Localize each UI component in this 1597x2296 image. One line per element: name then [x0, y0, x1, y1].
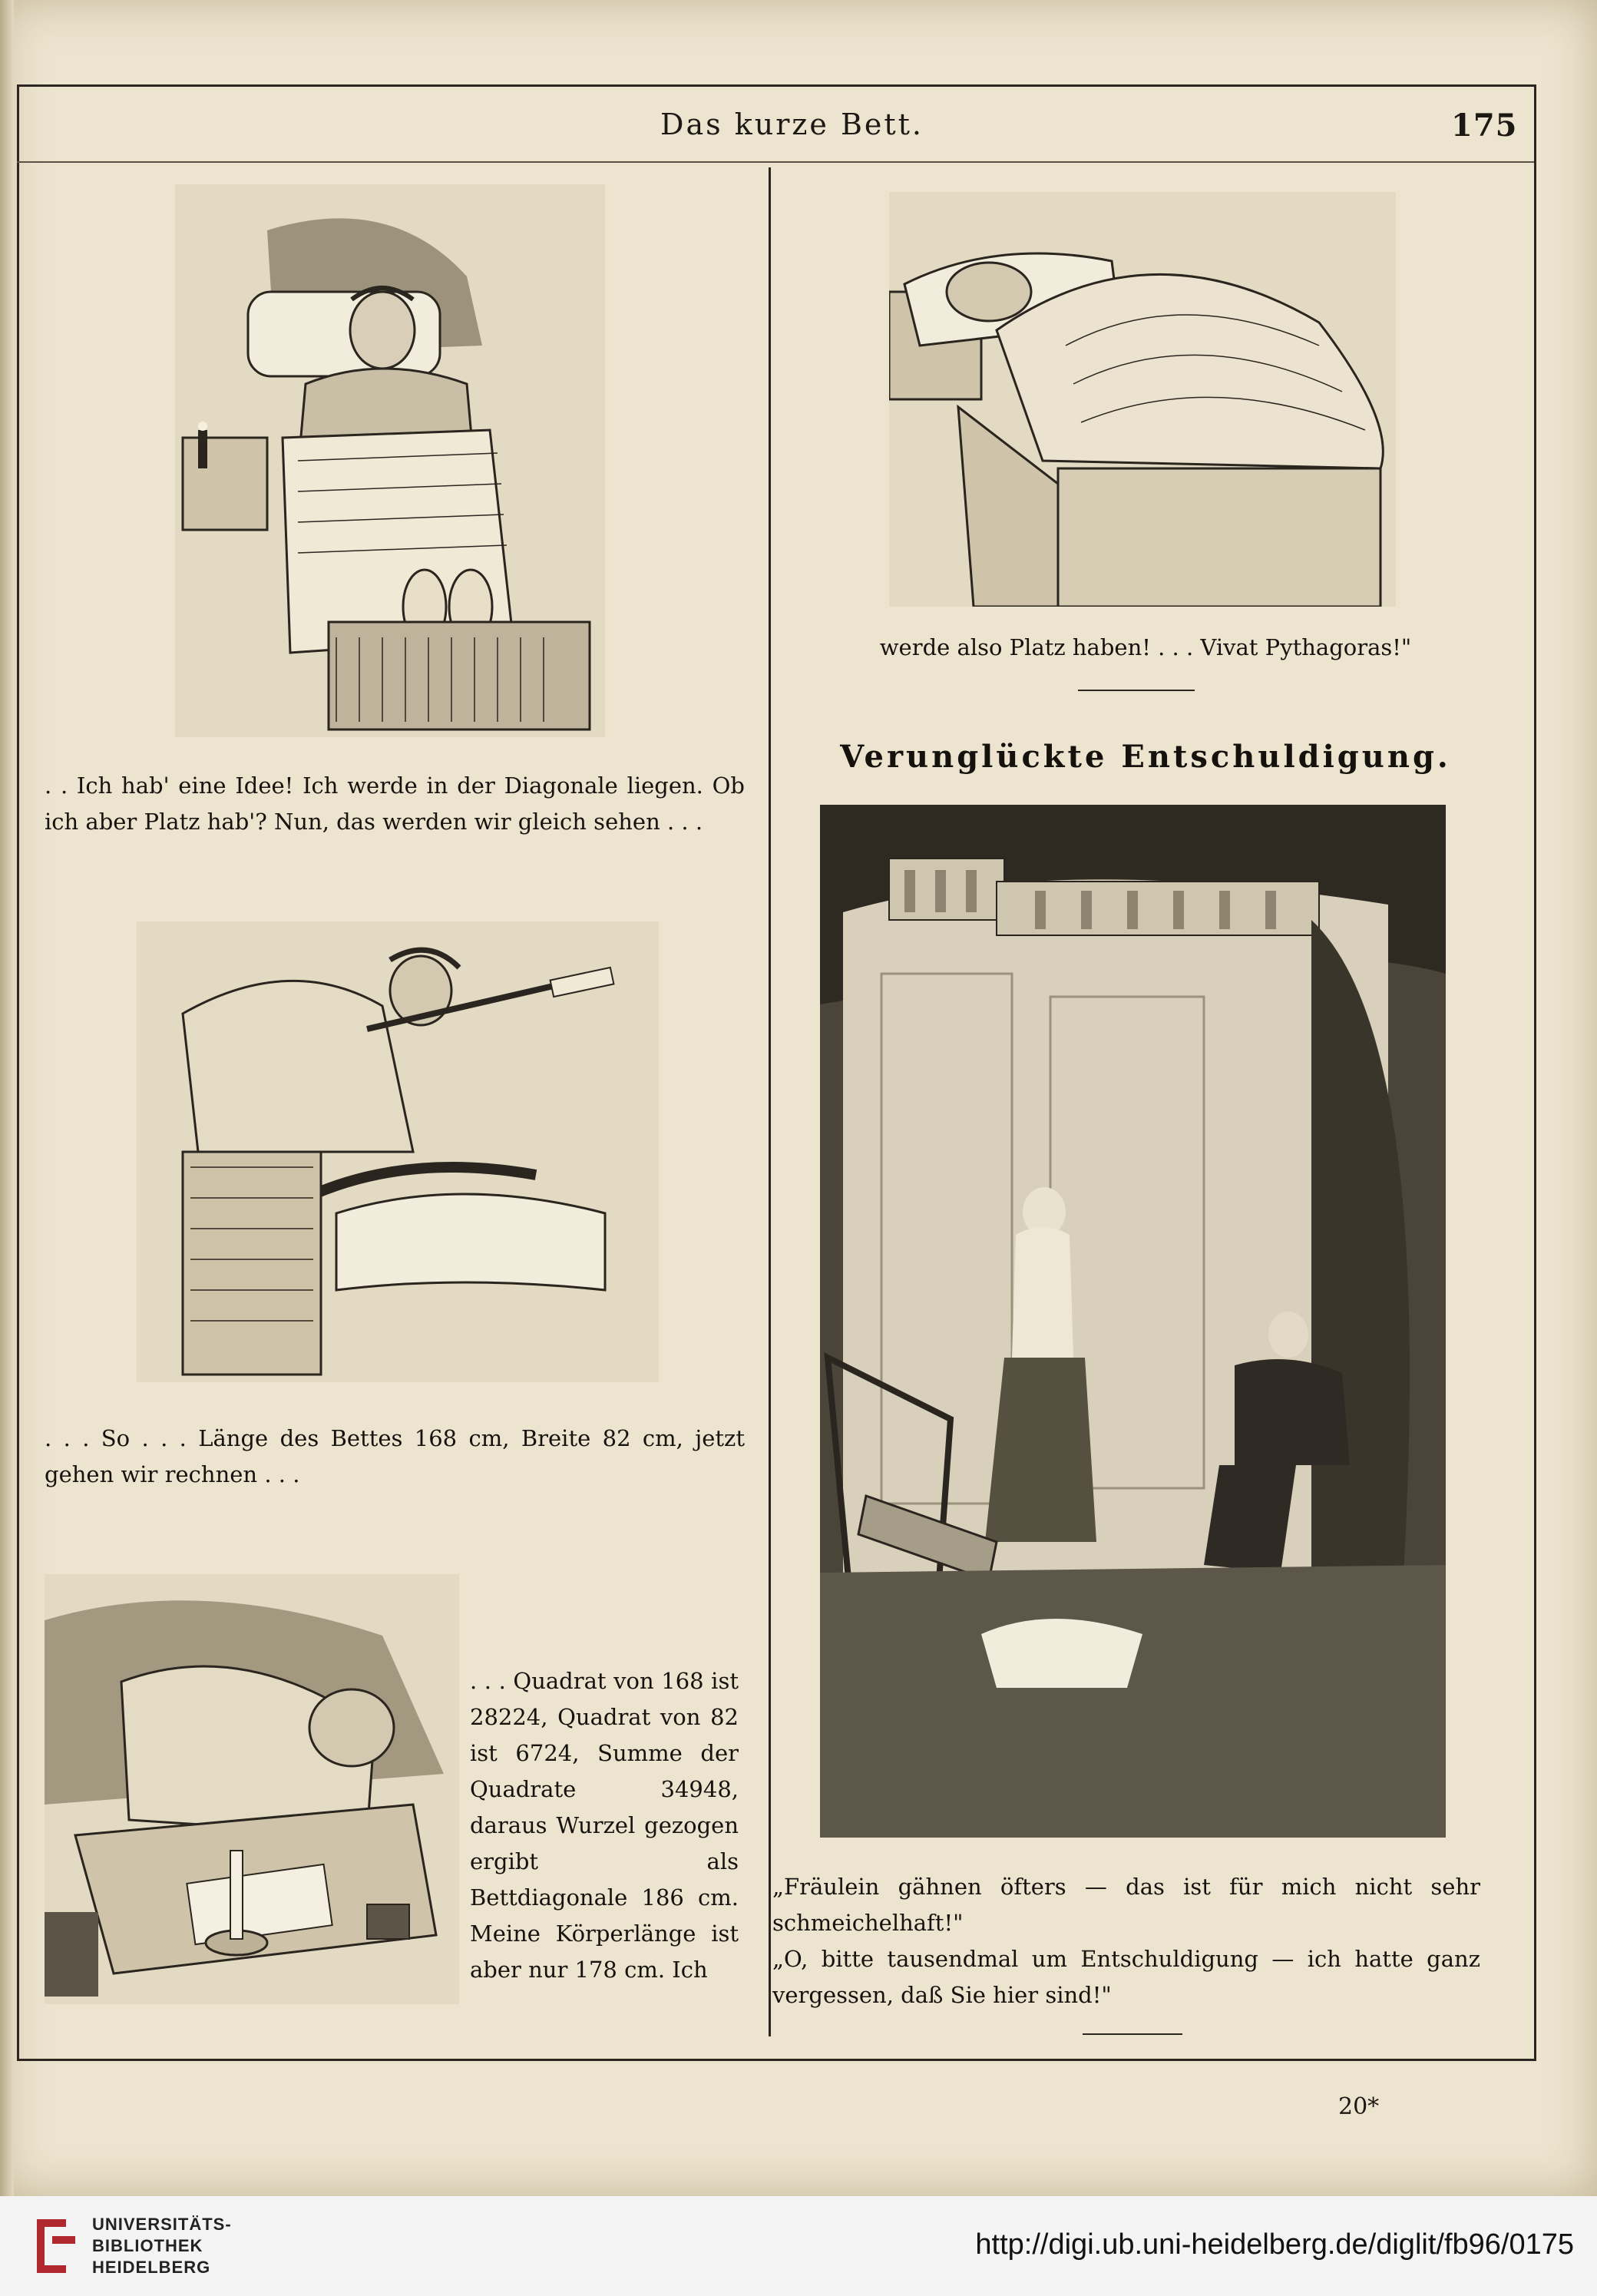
library-name-line3: HEIDELBERG	[92, 2258, 211, 2277]
illustration-lying-diagonal	[889, 192, 1396, 607]
source-url[interactable]: http://digi.ub.uni-heidelberg.de/diglit/fb96/0175	[975, 2228, 1574, 2261]
page-gutter-edge	[0, 0, 14, 2196]
column-divider	[769, 167, 771, 2036]
dialogue-lady: „O, bitte tausendmal um Entschuldigung — ich hatte ganz vergessen, daß Sie hier sind!"	[772, 1946, 1480, 2008]
page-number: 175	[1451, 108, 1518, 144]
library-logo-icon	[21, 2213, 83, 2279]
end-rule	[1083, 2033, 1182, 2035]
illustration-garden-scene	[820, 805, 1446, 1838]
running-title: Das kurze Bett.	[660, 108, 924, 141]
illustration-man-in-bed	[175, 184, 605, 737]
logo-bracket	[37, 2219, 66, 2273]
dialogue-gentleman: „Fräulein gähnen öfters — das ist für mich nicht sehr schmeichelhaft!"	[772, 1874, 1480, 1936]
logo-bar	[52, 2236, 75, 2244]
library-name-line2: BIBLIOTHEK	[92, 2236, 203, 2255]
illustration-measuring-bed	[137, 921, 659, 1382]
library-footer	[0, 2196, 1597, 2296]
illustration-calculating	[45, 1574, 459, 2004]
library-name-line1: UNIVERSITÄTS-	[92, 2215, 232, 2234]
header-rule	[17, 161, 1534, 163]
caption-measuring: . . . So . . . Länge des Bettes 168 cm, Breite 82 cm, jetzt gehen wir rechnen . . .	[45, 1425, 745, 1487]
caption-pythagoras: werde also Platz haben! . . . Vivat Pythagoras!"	[879, 634, 1412, 660]
caption-calculation: . . . Quadrat von 168 ist 28224, Quadrat von 82 ist 6724, Summe der Quadrate 34948, daraus Wurzel gezogen ergibt als Bettdiagonale 186 cm. Meine Körperlänge ist aber nur 178 cm. Ich	[470, 1668, 739, 1983]
separator-rule	[1078, 690, 1195, 691]
story-heading: Verunglückte Entschuldigung.	[840, 739, 1451, 775]
signature-mark: 20*	[1338, 2093, 1380, 2120]
caption-idea: . . Ich hab' eine Idee! Ich werde in der Diagonale liegen. Ob ich aber Platz hab'? Nun, das werden wir gleich sehen . . .	[45, 773, 745, 835]
